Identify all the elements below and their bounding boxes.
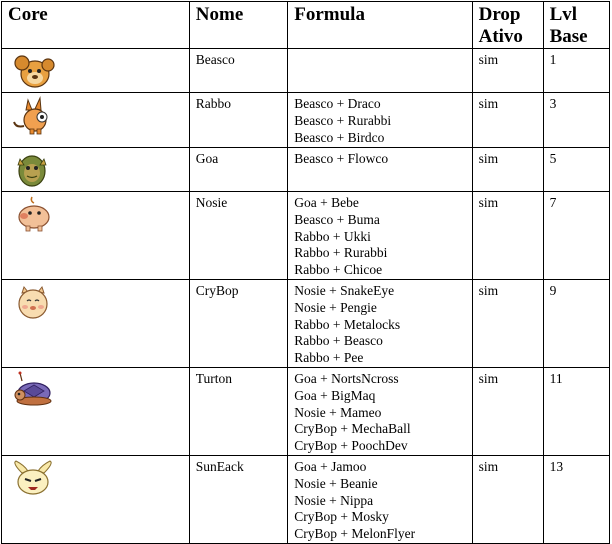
- formula-line: Rabbo + Rurabbi: [294, 245, 388, 261]
- formula-line: Nosie + Mameo: [294, 404, 382, 420]
- drop-cell: sim: [472, 367, 543, 455]
- core-cell: [2, 279, 190, 367]
- header-drop-ativo: Drop Ativo: [472, 2, 543, 49]
- goa-sprite-icon: [8, 151, 58, 191]
- lvl-cell: 1: [543, 49, 609, 93]
- formula-line: Goa + Jamoo: [294, 458, 367, 474]
- rabbo-sprite-icon: [8, 96, 58, 136]
- drop-cell: sim: [472, 49, 543, 93]
- header-row: [2, 2, 610, 49]
- header-lvl-base: Lvl Base: [543, 2, 609, 49]
- formula-line: Goa + BigMaq: [294, 387, 376, 403]
- header-core: Core: [2, 2, 190, 49]
- formula-line: Beasco + Rurabbi: [294, 112, 392, 128]
- nome-cell: CryBop: [189, 279, 287, 367]
- nome-cell: Turton: [189, 367, 287, 455]
- core-cell: [2, 148, 190, 192]
- nosie-sprite-icon: [8, 195, 58, 235]
- table-row: [2, 279, 610, 367]
- formula-cell: [288, 148, 472, 192]
- core-formula-table: [1, 1, 610, 544]
- crybop-sprite-icon: [8, 283, 58, 323]
- formula-cell: [288, 93, 472, 148]
- table-row: [2, 192, 610, 280]
- formula-line: CryBop + PoochDev: [294, 438, 408, 454]
- header-formula: Formula: [288, 2, 472, 49]
- formula-cell: [288, 367, 472, 455]
- formula-cell: [288, 279, 472, 367]
- formula-line: Rabbo + Chicoe: [294, 262, 383, 278]
- formula-line: Nosie + SnakeEye: [294, 282, 395, 298]
- lvl-cell: 9: [543, 279, 609, 367]
- formula-line: CryBop + MelonFlyer: [294, 526, 416, 542]
- formula-line: CryBop + MechaBall: [294, 421, 411, 437]
- core-cell: [2, 93, 190, 148]
- table-row: [2, 367, 610, 455]
- formula-line: CryBop + Mosky: [294, 509, 389, 525]
- formula-line: Nosie + Beanie: [294, 475, 378, 491]
- lvl-cell: 5: [543, 148, 609, 192]
- header-nome: Nome: [189, 2, 287, 49]
- lvl-cell: 7: [543, 192, 609, 280]
- drop-cell: sim: [472, 148, 543, 192]
- nome-cell: Rabbo: [189, 93, 287, 148]
- table-row: [2, 455, 610, 543]
- table-row: [2, 93, 610, 148]
- formula-line: Rabbo + Metalocks: [294, 316, 401, 332]
- suneack-sprite-icon: [8, 459, 58, 499]
- core-cell: [2, 192, 190, 280]
- nome-cell: Goa: [189, 148, 287, 192]
- formula-cell: [288, 455, 472, 543]
- formula-line: Rabbo + Ukki: [294, 228, 371, 244]
- formula-line: Rabbo + Pee: [294, 350, 364, 366]
- core-cell: [2, 367, 190, 455]
- formula-line: Beasco + Birdco: [294, 129, 385, 145]
- table-row: [2, 49, 610, 93]
- drop-cell: sim: [472, 455, 543, 543]
- formula-cell: [288, 49, 472, 93]
- core-cell: [2, 49, 190, 93]
- nome-cell: Beasco: [189, 49, 287, 93]
- formula-line: Beasco + Flowco: [294, 151, 389, 166]
- formula-line: Beasco + Draco: [294, 96, 381, 111]
- formula-line: Nosie + Nippa: [294, 492, 374, 508]
- beasco-sprite-icon: [8, 52, 58, 92]
- lvl-cell: 11: [543, 367, 609, 455]
- formula-line: Goa + Bebe: [294, 195, 359, 210]
- core-cell: [2, 455, 190, 543]
- formula-line: Nosie + Pengie: [294, 299, 377, 315]
- drop-cell: sim: [472, 192, 543, 280]
- nome-cell: Nosie: [189, 192, 287, 280]
- formula-line: Goa + NortsNcross: [294, 370, 399, 386]
- lvl-cell: 3: [543, 93, 609, 148]
- turton-sprite-icon: [8, 371, 58, 411]
- drop-cell: sim: [472, 279, 543, 367]
- formula-cell: [288, 192, 472, 280]
- formula-line: Rabbo + Beasco: [294, 333, 383, 349]
- lvl-cell: 13: [543, 455, 609, 543]
- nome-cell: SunEack: [189, 455, 287, 543]
- table-row: [2, 148, 610, 192]
- formula-line: Beasco + Buma: [294, 211, 380, 227]
- drop-cell: sim: [472, 93, 543, 148]
